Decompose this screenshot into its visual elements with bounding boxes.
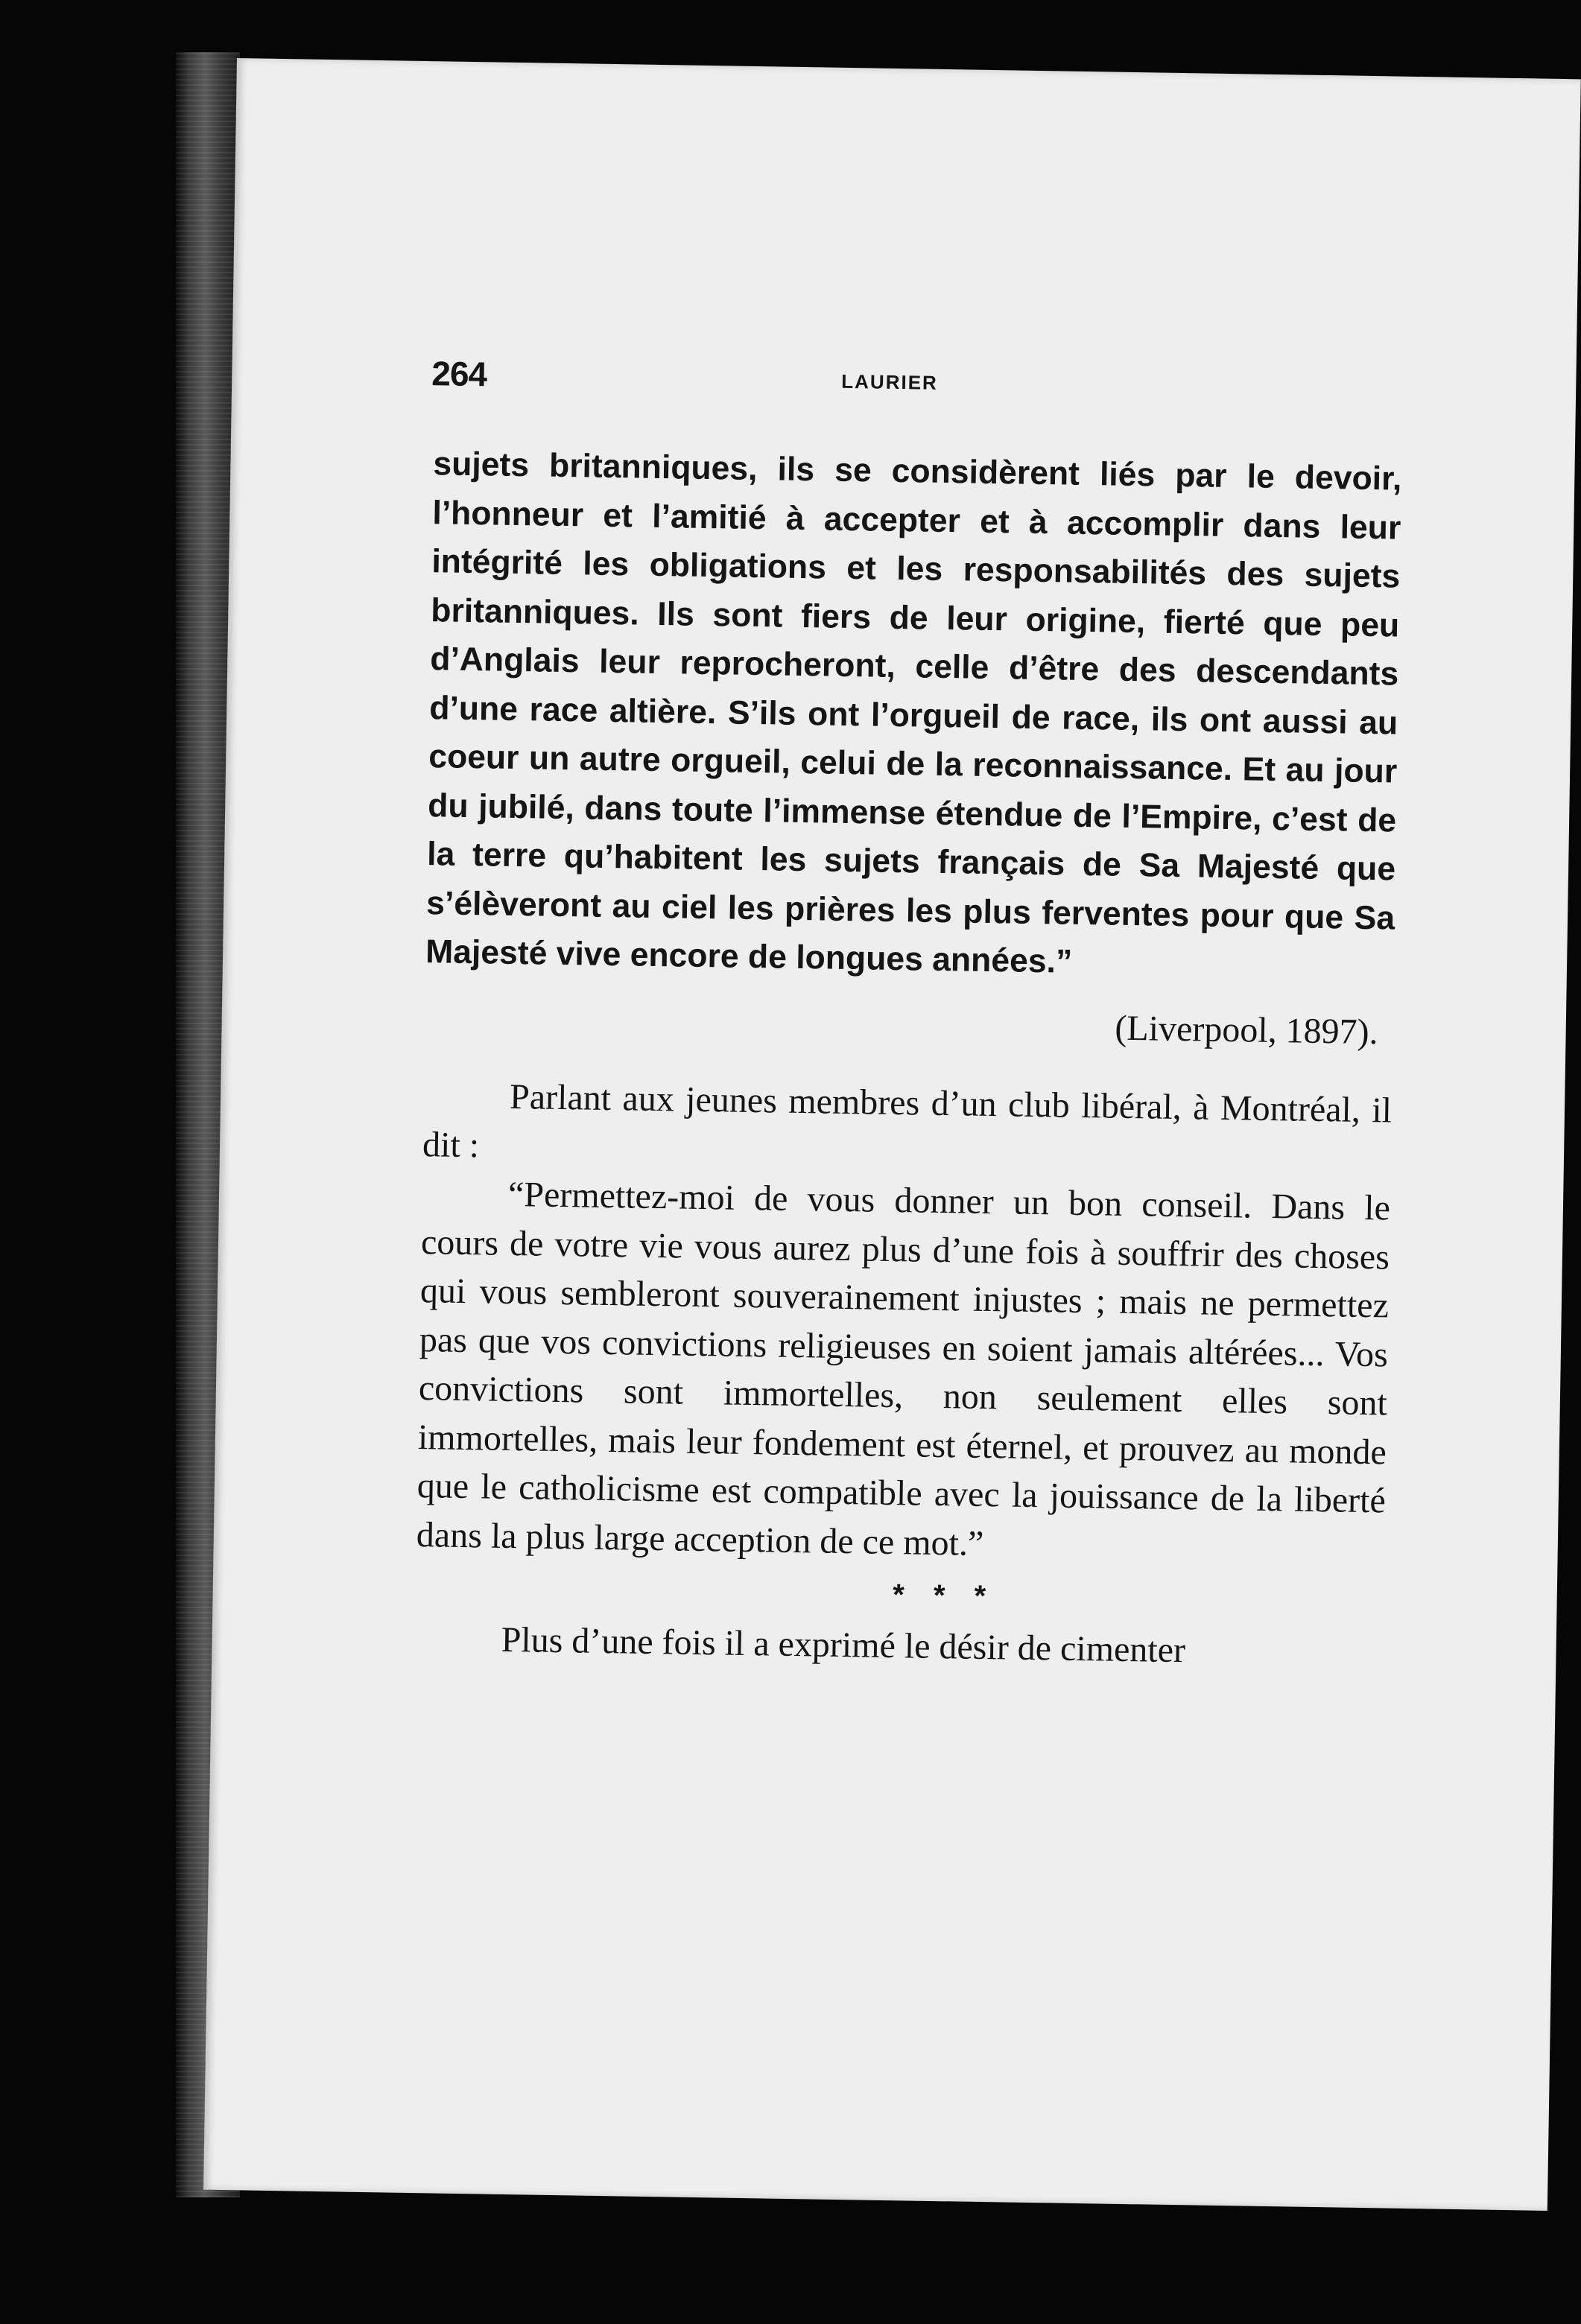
page-header bbox=[431, 353, 1386, 428]
running-head: LAURIER bbox=[841, 369, 939, 394]
section-ornament: * * * bbox=[892, 1578, 997, 1613]
page-body bbox=[414, 439, 1402, 1677]
intro-paragraph: Parlant aux jeunes membres d’un club libéral, à Montréal, il dit : bbox=[422, 1076, 1393, 1165]
book-page bbox=[203, 58, 1581, 2211]
page-number: 264 bbox=[431, 354, 487, 394]
quote-continuation-paragraph: sujets britanniques, ils se considèrent liés par le devoir, l’honneur et l’amitié à accepter et à accomplir dans leur intégrité les obligations et les responsabilités des sujets britanniques. Ils sont fiers de leur origine, fierté que peu d’Anglais leur reprocheront, celle d’être des descendants d’une race altière. S’ils ont l’orgueil de race, ils ont aussi au coeur un autre orgueil, celui de la reconnaissance. Et au jour du jubilé, dans toute l’immense étendue de l’Empire, c’est de la terre qu’habitent les sujets français de Sa Majesté que s’élèveront au ciel les prières les plus ferventes pour que Sa Majesté vive encore de longues années.” bbox=[425, 445, 1402, 980]
closing-paragraph: Plus d’une fois il a exprimé le désir de cimenter bbox=[501, 1619, 1186, 1670]
citation: (Liverpool, 1897). bbox=[1115, 1008, 1379, 1052]
quote-paragraph: “Permettez-moi de vous donner un bon conseil. Dans le cours de votre vie vous aurez plus d’une fois à souffrir des choses qui vous sembleront souverainement injustes ; mais ne permettez pas que vos convictions religieuses en soient jamais altérées... Vos convictions sont immortelles, non seulement elles sont immortelles, mais leur fondement est éternel, et prouvez au monde que le catholicisme est compatible avec la jouissance de la liberté dans la plus large acception de ce mot.” bbox=[416, 1174, 1391, 1563]
